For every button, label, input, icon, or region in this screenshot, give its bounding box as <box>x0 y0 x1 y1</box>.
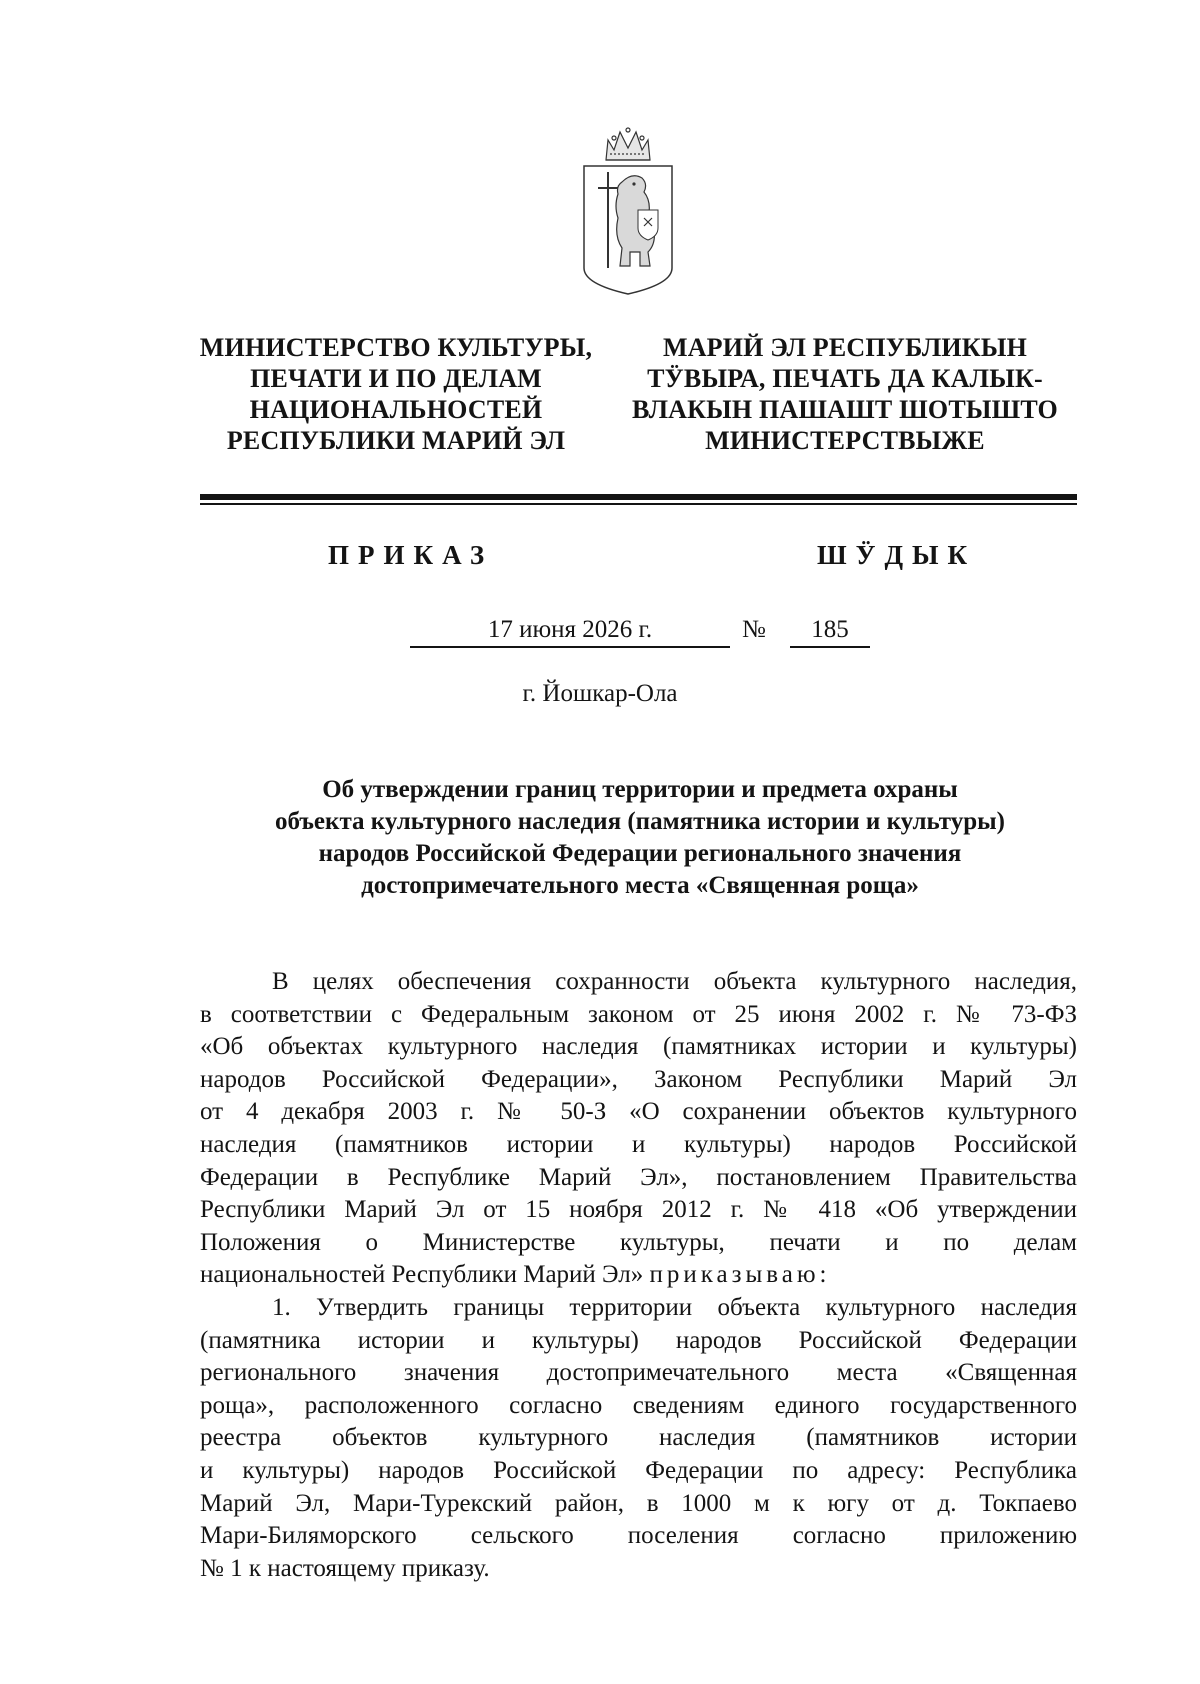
paragraph-line: регионального значения достопримечательного места «Священная <box>200 1359 1077 1387</box>
number-underline <box>790 646 870 648</box>
doc-type-russian: ПРИКАЗ <box>328 540 494 570</box>
ministry-name-line: МИНИСТЕРСТВЫЖЕ <box>705 426 985 455</box>
order-title <box>200 774 1080 902</box>
paragraph-line <box>200 1259 1077 1292</box>
ministry-name-line: ПЕЧАТИ И ПО ДЕЛАМ <box>250 364 542 393</box>
doc-type-mari: ШӰДЫК <box>817 540 977 570</box>
paragraph-line: (памятника истории и культуры) народов Российской Федерации <box>200 1326 1077 1354</box>
paragraph-line: и культуры) народов Российской Федерации по адресу: Республика <box>200 1456 1077 1484</box>
ministry-name-line: ВЛАКЫН ПАШАШТ ШОТЫШТО <box>632 395 1058 424</box>
paragraph-line: роща», расположенного согласно сведениям единого государственного <box>200 1391 1077 1419</box>
paragraph-line: Республики Марий Эл от 15 ноября 2012 г. № 418 «Об утверждении <box>200 1196 1077 1224</box>
paragraph-line: 1. Утвердить границы территории объекта культурного наследия <box>272 1293 1077 1321</box>
republic-coat-of-arms-icon <box>578 118 678 298</box>
paragraph-line: в соответствии с Федеральным законом от 25 июня 2002 г. № 73-ФЗ <box>200 1000 1077 1028</box>
title-line: Об утверждении границ территории и предмета охраны <box>322 776 958 803</box>
title-line: народов Российской Федерации регионального значения <box>318 840 962 867</box>
title-line: достопримечательного места «Священная роща» <box>361 872 919 899</box>
ministry-name-line: ТӰВЫРА, ПЕЧАТЬ ДА КАЛЫК- <box>647 364 1043 393</box>
order-number: 185 <box>811 616 849 643</box>
paragraph-line: № 1 к настоящему приказу. <box>200 1554 490 1582</box>
paragraph-line-text: национальностей Республики Марий Эл» <box>200 1261 644 1289</box>
ministry-name-line: НАЦИОНАЛЬНОСТЕЙ <box>249 395 543 424</box>
issue-city: г. Йошкар-Ола <box>522 680 678 707</box>
ministry-name-russian <box>190 332 602 456</box>
header-divider-thin <box>200 503 1077 505</box>
ministry-name-line: МАРИЙ ЭЛ РЕСПУБЛИКЫН <box>662 333 1028 362</box>
ministry-name-line: РЕСПУБЛИКИ МАРИЙ ЭЛ <box>226 426 566 455</box>
title-line: объекта культурного наследия (памятника истории и культуры) <box>274 808 1005 835</box>
ministry-name-mari <box>620 332 1070 456</box>
paragraph-line: от 4 декабря 2003 г. № 50-З «О сохранении объектов культурного <box>200 1098 1077 1126</box>
paragraph-line: Марий Эл, Мари-Турекский район, в 1000 м к югу от д. Токпаево <box>200 1489 1077 1517</box>
paragraph-line: реестра объектов культурного наследия (памятников истории <box>200 1424 1077 1452</box>
paragraph-line: «Об объектах культурного наследия (памятниках истории и культуры) <box>200 1033 1077 1061</box>
header-divider-thick <box>200 494 1077 500</box>
paragraph-line: наследия (памятников истории и культуры) народов Российской <box>200 1130 1077 1158</box>
order-date: 17 июня 2026 г. <box>487 616 653 643</box>
date-underline <box>410 646 730 648</box>
paragraph-line: Мари-Биляморского сельского поселения согласно приложению <box>200 1522 1077 1550</box>
order-body <box>200 966 1077 1585</box>
order-directive-word: приказываю: <box>649 1261 831 1289</box>
paragraph-line: В целях обеспечения сохранности объекта культурного наследия, <box>272 968 1077 995</box>
paragraph-line: Федерации в Республике Марий Эл», постановлением Правительства <box>200 1163 1077 1191</box>
paragraph-line: народов Российской Федерации», Законом Республики Марий Эл <box>200 1065 1077 1093</box>
number-sign: № <box>742 616 766 643</box>
paragraph-line: Положения о Министерстве культуры, печати и по делам <box>200 1228 1077 1256</box>
ministry-name-line: МИНИСТЕРСТВО КУЛЬТУРЫ, <box>199 333 593 362</box>
